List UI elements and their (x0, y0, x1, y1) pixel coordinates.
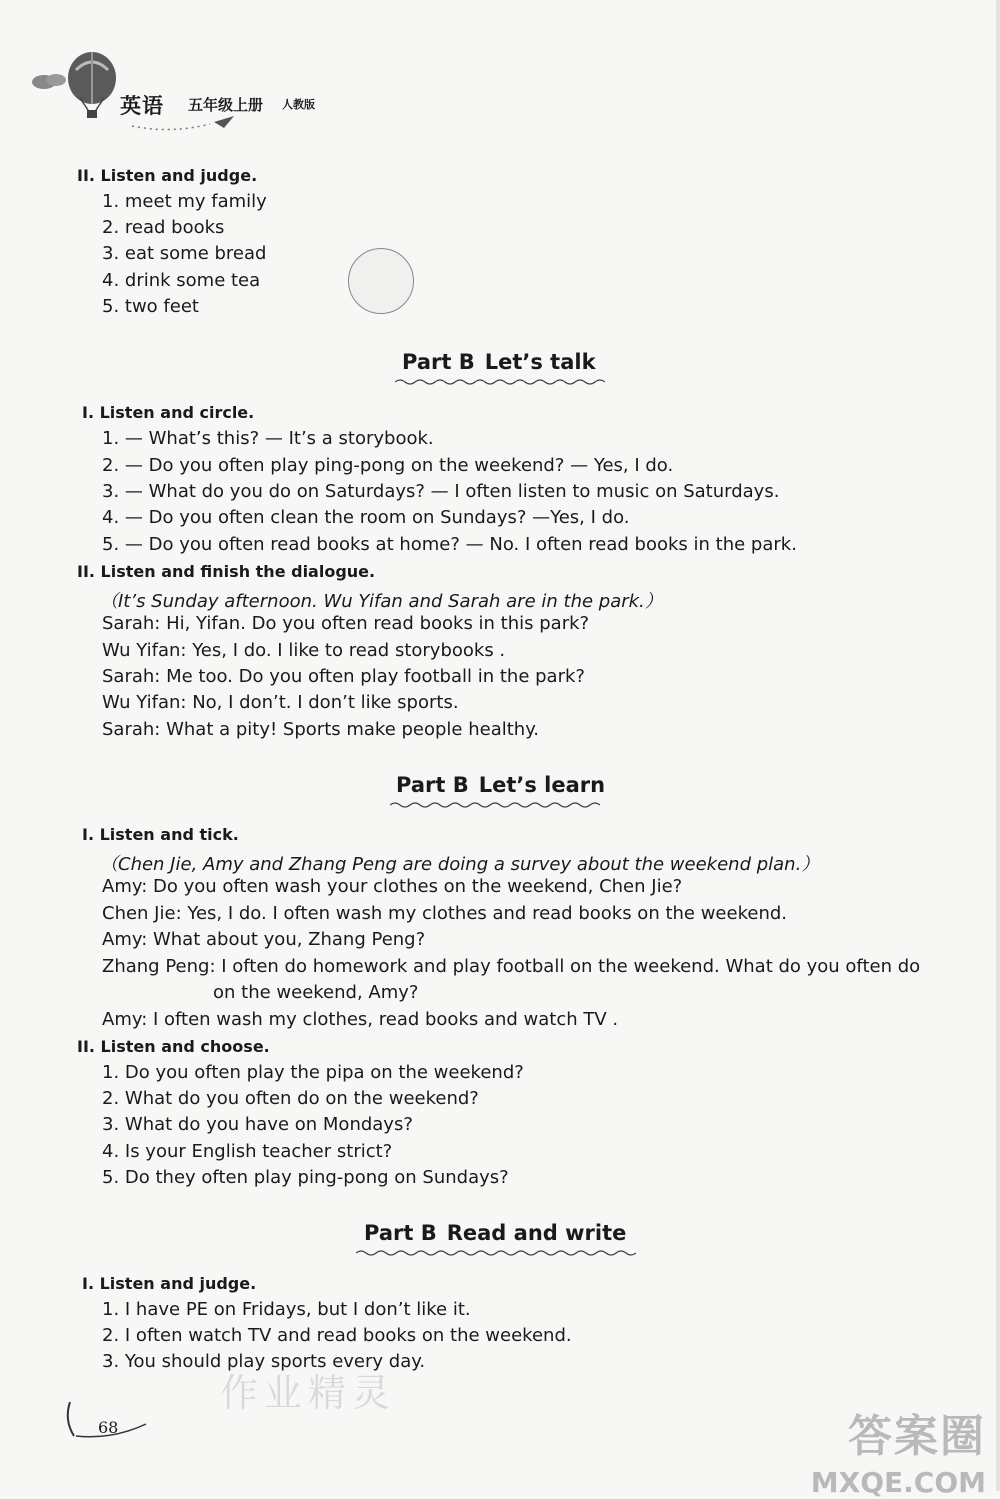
stamp-seal (348, 248, 414, 314)
part-name: Let’s talk (484, 350, 596, 374)
part-label: Part B (396, 773, 469, 797)
paper-plane-icon (130, 112, 250, 132)
dialogue-line: Amy: Do you often wash your clothes on the weekend, Chen Jie? (102, 876, 683, 897)
list-item: 5. Do they often play ping-pong on Sundays? (102, 1167, 509, 1188)
part-title-talk (402, 350, 596, 374)
list-item: 2. What do you often do on the weekend? (102, 1088, 479, 1109)
section-heading: I. Listen and tick. (82, 825, 239, 844)
part-title-read-write (364, 1221, 626, 1245)
ghost-watermark: 作业精灵 (220, 1371, 397, 1415)
list-item: 4. drink some tea (102, 270, 261, 291)
dialogue-line: Sarah: Me too. Do you often play football in the park? (102, 666, 585, 687)
page-edge (996, 0, 1000, 1491)
part-label: Part B (402, 350, 475, 374)
dialogue-line: Zhang Peng: I often do homework and play football on the weekend. What do you often do (102, 956, 921, 977)
part-name: Read and write (446, 1221, 627, 1245)
list-item: 2. I often watch TV and read books on the weekend. (102, 1325, 572, 1346)
subject-title: 英语 (120, 94, 164, 118)
dialogue-line: Wu Yifan: No, I don’t. I don’t like sports. (102, 692, 459, 713)
dialogue-line: Amy: I often wash my clothes, read books and watch TV . (102, 1009, 619, 1030)
list-item: 3. You should play sports every day. (102, 1351, 426, 1372)
part-title-learn (396, 773, 605, 797)
list-item: 5. two feet (102, 296, 199, 317)
scene-description: （Chen Jie, Amy and Zhang Peng are doing a survey about the weekend plan.） (100, 854, 820, 875)
section-heading: II. Listen and judge. (77, 166, 258, 185)
part-name: Let’s learn (478, 773, 606, 797)
edition-label: 人教版 (282, 98, 315, 111)
dialogue-line: Wu Yifan: Yes, I do. I like to read storybooks . (102, 640, 506, 661)
section-heading: II. Listen and finish the dialogue. (77, 562, 376, 581)
section-heading: II. Listen and choose. (77, 1037, 270, 1056)
section-heading: I. Listen and judge. (82, 1274, 257, 1293)
title-underline (356, 1249, 636, 1257)
section-heading: I. Listen and circle. (82, 403, 255, 422)
grade-label: 五年级上册 (188, 96, 264, 114)
scene-description: （It’s Sunday afternoon. Wu Yifan and Sarah are in the park.） (100, 591, 663, 612)
list-item: 4. Is your English teacher strict? (102, 1141, 393, 1162)
dialogue-line: Chen Jie: Yes, I do. I often wash my clothes and read books on the weekend. (102, 903, 787, 924)
part-label: Part B (364, 1221, 437, 1245)
list-item: 1. Do you often play the pipa on the weekend? (102, 1062, 524, 1083)
list-item: 3. eat some bread (102, 243, 267, 264)
watermark-url: MXQE.COM (810, 1466, 986, 1499)
page-header (30, 50, 450, 140)
title-underline (395, 378, 605, 386)
list-item: 2. read books (102, 217, 225, 238)
list-item: 3. What do you have on Mondays? (102, 1114, 413, 1135)
list-item: 1. meet my family (102, 191, 267, 212)
list-item: 2. — Do you often play ping-pong on the weekend? — Yes, I do. (102, 455, 674, 476)
watermark-logo-text: 答案圈 (848, 1411, 986, 1462)
list-item: 1. — What’s this? — It’s a storybook. (102, 428, 434, 449)
dialogue-line: Amy: What about you, Zhang Peng? (102, 929, 426, 950)
site-watermark (811, 1400, 986, 1499)
hot-air-balloon-icon (62, 50, 122, 122)
list-item: 3. — What do you do on Saturdays? — I often listen to music on Saturdays. (102, 481, 780, 502)
page-number: 68 (98, 1418, 119, 1437)
dialogue-line: Sarah: What a pity! Sports make people healthy. (102, 719, 540, 740)
list-item: 1. I have PE on Fridays, but I don’t like it. (102, 1299, 471, 1320)
dialogue-line: on the weekend, Amy? (213, 982, 419, 1003)
title-underline (390, 801, 605, 809)
dialogue-line: Sarah: Hi, Yifan. Do you often read books in this park? (102, 613, 590, 634)
list-item: 5. — Do you often read books at home? — No. I often read books in the park. (102, 534, 797, 555)
list-item: 4. — Do you often clean the room on Sundays? —Yes, I do. (102, 507, 630, 528)
cloud-icon (30, 70, 70, 90)
